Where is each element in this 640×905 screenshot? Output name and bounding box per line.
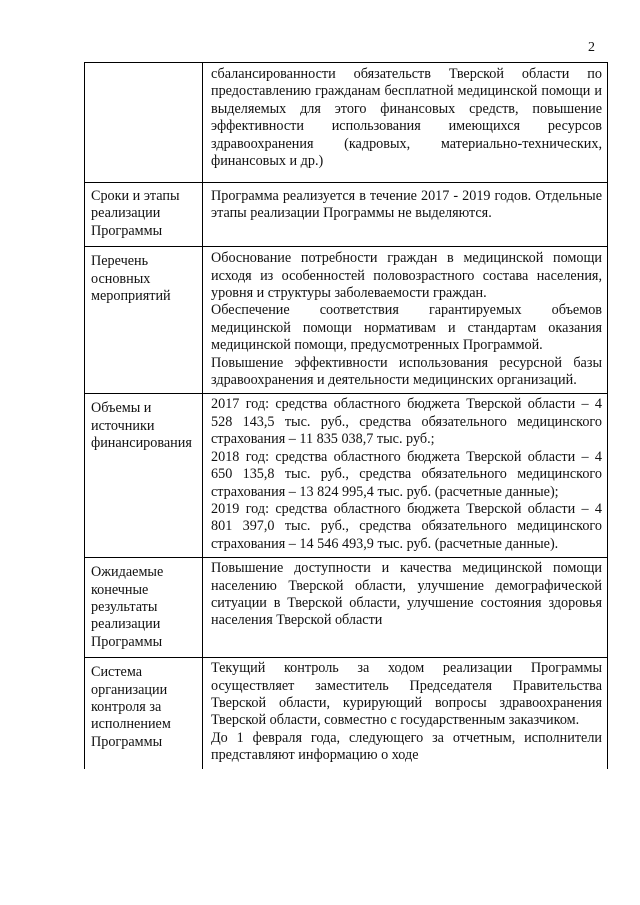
paragraph: Программа реализуется в течение 2017 - 2019 годов. Отдельные этапы реализации Программы не выделяются. [211,188,602,222]
table-row [85,658,608,769]
paragraph: 2018 год: средства областного бюджета Тверской области – 4 650 135,8 тыс. руб., средства обязательного медицинского страхования – 13 824 995,4 тыс. руб. (расчетные данные); [211,448,602,500]
program-passport-table [84,62,608,769]
row-label [85,63,203,183]
table-row [85,247,608,394]
table-row [85,558,608,658]
paragraph: Текущий контроль за ходом реализации Программы осуществляет заместитель Председателя Правительства Тверской области, курирующий вопросы здравоохранения Тверской области, совместно с государственным заказчиком. [211,660,602,729]
paragraph: сбалансированности обязательств Тверской области по предоставлению гражданам бесплатной медицинской помощи и выделяемых для этого финансовых средств, повышение эффективности использования имеющихся ресурсов здравоохранения (кадровых, материально-технических, финансовых и др.) [211,66,602,170]
paragraph: Обоснование потребности граждан в медицинской помощи исходя из особенностей половозрастного состава населения, уровня и структуры заболеваемости граждан. [211,250,602,302]
row-label: Система организации контроля за исполнением Программы [85,658,203,769]
row-content [203,558,608,658]
paragraph: Обеспечение соответствия гарантируемых объемов медицинской помощи нормативам и стандартам оказания медицинской помощи, предусмотренных Программой. [211,302,602,354]
table-row [85,63,608,183]
row-label: Объемы и источники финансирования [85,394,203,558]
table-row [85,394,608,558]
table-row [85,183,608,247]
paragraph: Повышение эффективности использования ресурсной базы здравоохранения и деятельности медицинских организаций. [211,354,602,389]
paragraph: Повышение доступности и качества медицинской помощи населению Тверской области, улучшение демографической ситуации в Тверской области, улучшение состояния здоровья населения Тверской области [211,560,602,629]
row-label: Сроки и этапы реализации Программы [85,183,203,247]
row-label: Перечень основных мероприятий [85,247,203,394]
paragraph: До 1 февраля года, следующего за отчетным, исполнители представляют информацию о ходе [211,729,602,764]
paragraph: 2019 год: средства областного бюджета Тверской области – 4 801 397,0 тыс. руб., средства обязательного медицинского страхования – 14 546 493,9 тыс. руб. (расчетные данные). [211,500,602,552]
row-content [203,658,608,769]
page-number: 2 [588,40,595,55]
row-content [203,63,608,183]
row-content [203,183,608,247]
row-content [203,247,608,394]
paragraph: 2017 год: средства областного бюджета Тверской области – 4 528 143,5 тыс. руб., средства обязательного медицинского страхования – 11 835 038,7 тыс. руб.; [211,396,602,448]
row-label: Ожидаемые конечные результаты реализации Программы [85,558,203,658]
row-content [203,394,608,558]
